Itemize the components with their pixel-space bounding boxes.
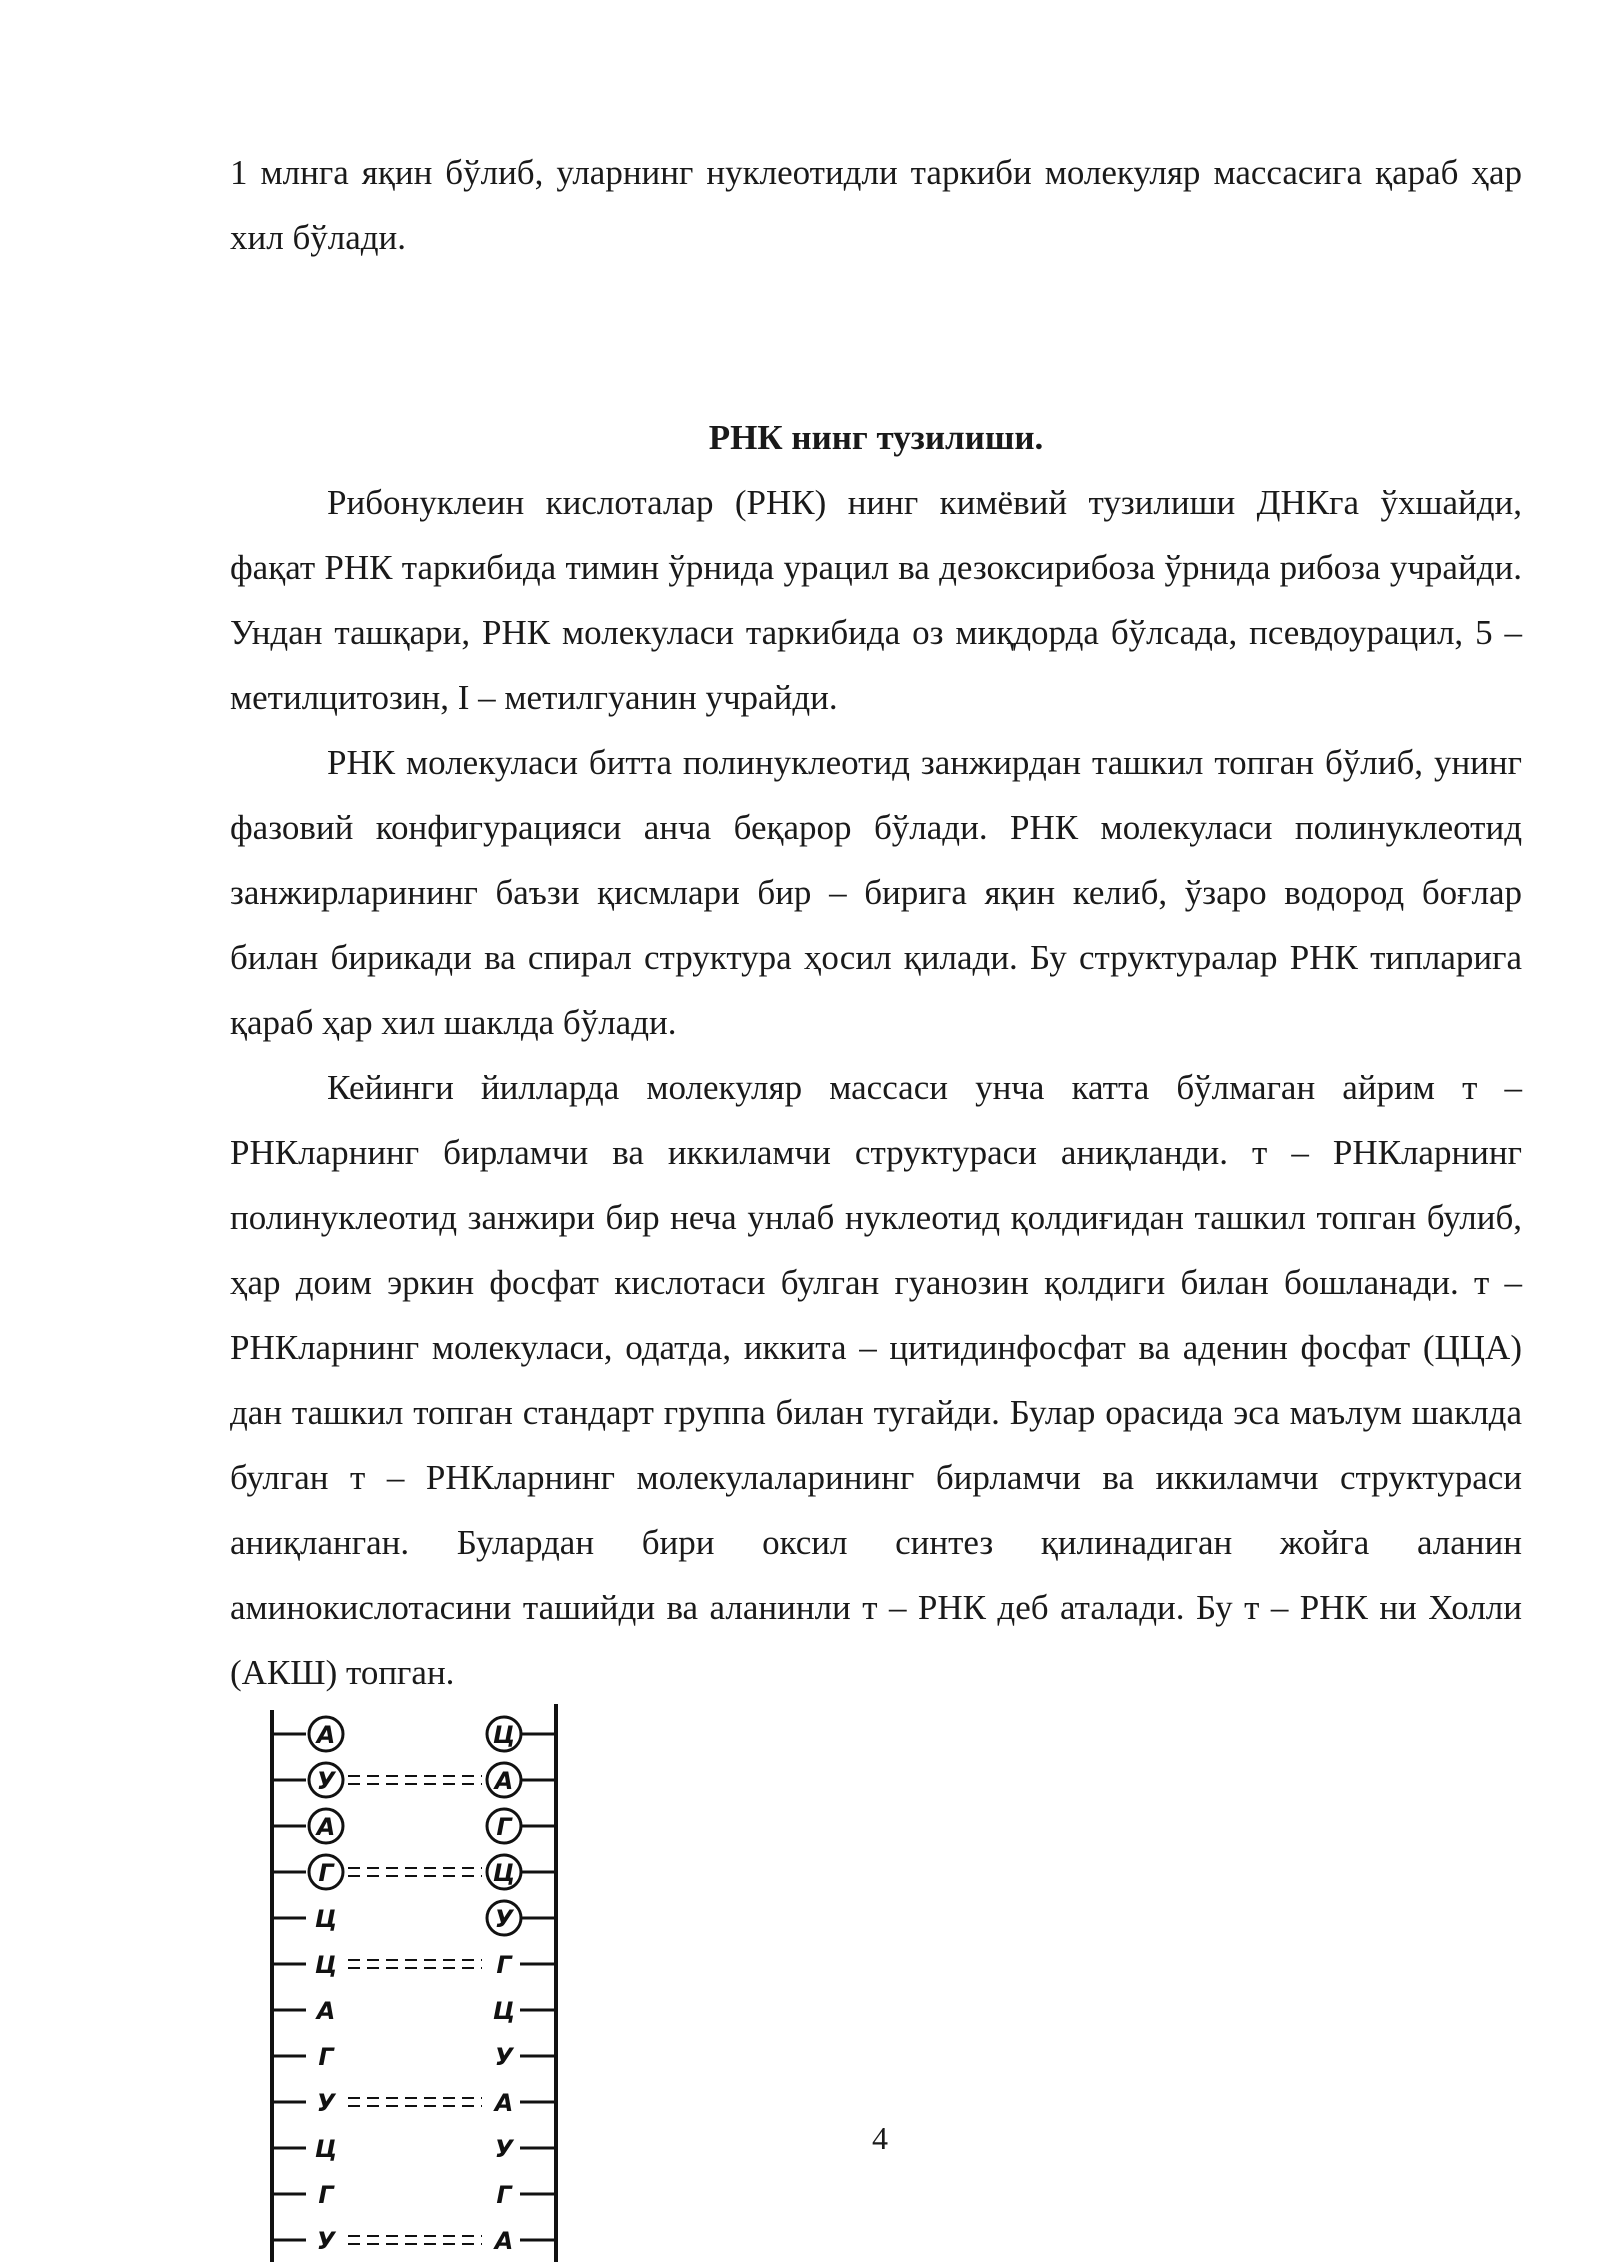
base-pair-row — [272, 1763, 556, 1797]
right-nucleotide-label: У — [494, 2043, 514, 2071]
right-nucleotide-label: Ц — [492, 1997, 516, 2025]
base-pair-row — [272, 2089, 556, 2117]
base-pair-row — [272, 1809, 556, 1843]
left-nucleotide-label: У — [316, 2227, 336, 2255]
trna-diagram-svg — [226, 1698, 586, 2262]
base-pair-row — [272, 2043, 556, 2071]
left-nucleotide-label: У — [316, 2089, 336, 2117]
base-pair-row — [272, 1855, 556, 1889]
paragraph-text: 1 млнга яқин бўлиб, уларнинг нуклеотидли таркиби молекуляр массасига қараб ҳар хил бўлади. — [230, 153, 1522, 257]
left-nucleotide-label: Ц — [314, 1905, 338, 1933]
base-pair-row — [272, 1951, 556, 1979]
left-nucleotide-label: А — [316, 1813, 336, 1841]
left-nucleotide-label: У — [316, 1767, 336, 1795]
section-heading: РНК нинг тузилиши. — [708, 418, 1044, 457]
trna-structure-diagram — [226, 1698, 586, 2262]
right-nucleotide-label: Ц — [492, 1721, 516, 1749]
base-pair-row — [272, 1717, 556, 1751]
right-nucleotide-label: Г — [496, 2181, 512, 2209]
left-nucleotide-label: Ц — [314, 1951, 338, 1979]
intro-paragraph — [230, 140, 1522, 270]
left-nucleotide-label: Ц — [314, 2135, 338, 2163]
right-nucleotide-label: Г — [496, 1813, 512, 1841]
base-pair-row — [272, 2181, 556, 2209]
body-text — [230, 470, 1522, 1705]
left-nucleotide-label: А — [316, 1721, 336, 1749]
right-nucleotide-label: У — [494, 1905, 514, 1933]
base-pair-row — [272, 2227, 556, 2255]
left-nucleotide-label: Г — [318, 1859, 334, 1887]
right-nucleotide-label: А — [494, 1767, 514, 1795]
left-nucleotide-label: А — [316, 1997, 336, 2025]
right-nucleotide-label: А — [494, 2089, 514, 2117]
paragraph-2: РНК молекуласи битта полинуклеотид занжирдан ташкил топган бўлиб, унинг фазовий конфигурацияси анча беқарор бўлади. РНК молекуласи полинуклеотид занжирларининг баъзи қисмлари бир – бирига яқин келиб, ўзаро водород боғлар билан бирикади ва спирал структура ҳосил қилади. Бу структуралар РНК типларига қараб ҳар хил шаклда бўлади. — [230, 743, 1522, 1042]
page-number: 4 — [872, 2120, 888, 2156]
paragraph-1: Рибонуклеин кислоталар (РНК) нинг кимёвий тузилиши ДНКга ўхшайди, фақат РНК таркибида тимин ўрнида урацил ва дезоксирибоза ўрнида рибоза учрайди. Ундан ташқари, РНК молекуласи таркибида оз миқдорда бўлсада, псевдоурацил, 5 – метилцитозин, I – метилгуанин учрайди. — [230, 483, 1522, 717]
base-pair-rows — [272, 1717, 556, 2255]
left-nucleotide-label: Г — [318, 2181, 334, 2209]
right-nucleotide-label: Ц — [492, 1859, 516, 1887]
right-nucleotide-label: Г — [496, 1951, 512, 1979]
base-pair-row — [272, 1997, 556, 2025]
base-pair-row — [272, 1901, 556, 1935]
right-nucleotide-label: У — [494, 2135, 514, 2163]
right-nucleotide-label: А — [494, 2227, 514, 2255]
paragraph-3: Кейинги йилларда молекуляр массаси унча катта бўлмаган айрим т – РНКларнинг бирламчи ва иккиламчи структураси аниқланди. т – РНКларнинг полинуклеотид занжири бир неча унлаб нуклеотид қолдиғидан ташкил топган булиб, ҳар доим эркин фосфат кислотаси булган гуанозин қолдиги билан бошланади. т – РНКларнинг молекуласи, одатда, иккита – цитидинфосфат ва аденин фосфат (ЦЦА) дан ташкил топган стандарт группа билан тугайди. Булар орасида эса маълум шаклда булган т – РНКларнинг молекулаларининг бирламчи ва иккиламчи структураси аниқланган. Булардан бири оксил синтез қилинадиган жойга аланин аминокислотасини ташийди ва аланинли т – РНК деб аталади. Бу т – РНК ни Холли (АКШ) топган. — [230, 1068, 1522, 1692]
left-nucleotide-label: Г — [318, 2043, 334, 2071]
